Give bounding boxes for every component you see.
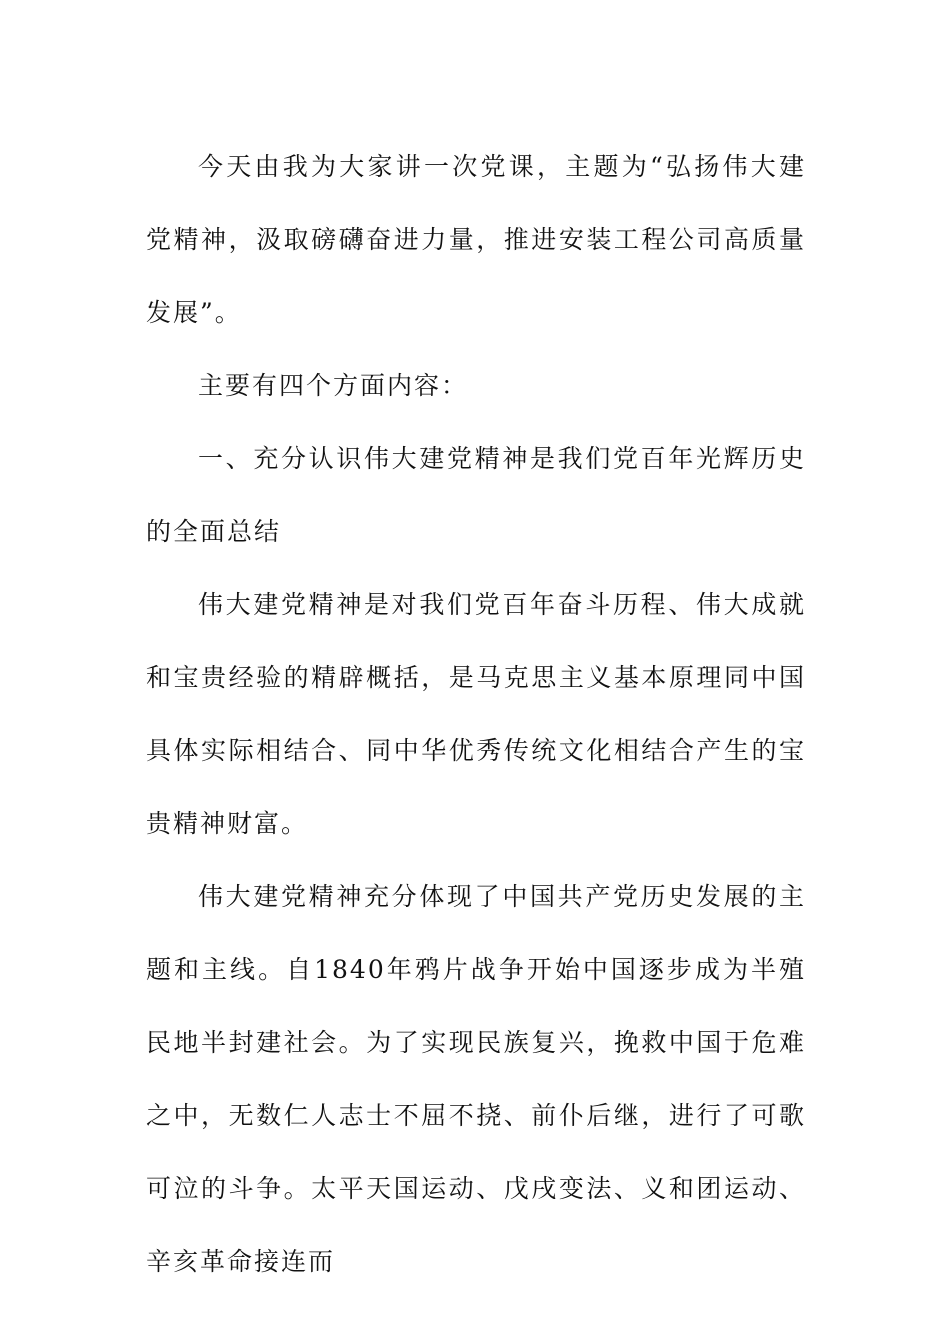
document-body — [146, 130, 806, 1298]
section-heading-one: 一、充分认识伟大建党精神是我们党百年光辉历史的全面总结 — [146, 444, 806, 546]
paragraph-overview: 主要有四个方面内容： — [198, 371, 469, 400]
paragraph-history: 伟大建党精神充分体现了中国共产党历史发展的主题和主线。自1840年鸦片战争开始中国逐步成为半殖民地半封建社会。为了实现民族复兴，挽救中国于危难之中，无数仁人志士不屈不挠、前仆后继，进行了可歌可泣的斗争。太平天国运动、戊戌变法、义和团运动、辛亥革命接连而 — [146, 882, 806, 1276]
paragraph-definition: 伟大建党精神是对我们党百年奋斗历程、伟大成就和宝贵经验的精辟概括，是马克思主义基本原理同中国具体实际相结合、同中华优秀传统文化相结合产生的宝贵精神财富。 — [146, 590, 806, 838]
paragraph-intro: 今天由我为大家讲一次党课，主题为“弘扬伟大建党精神，汲取磅礴奋进力量，推进安装工程公司高质量发展”。 — [146, 152, 806, 327]
